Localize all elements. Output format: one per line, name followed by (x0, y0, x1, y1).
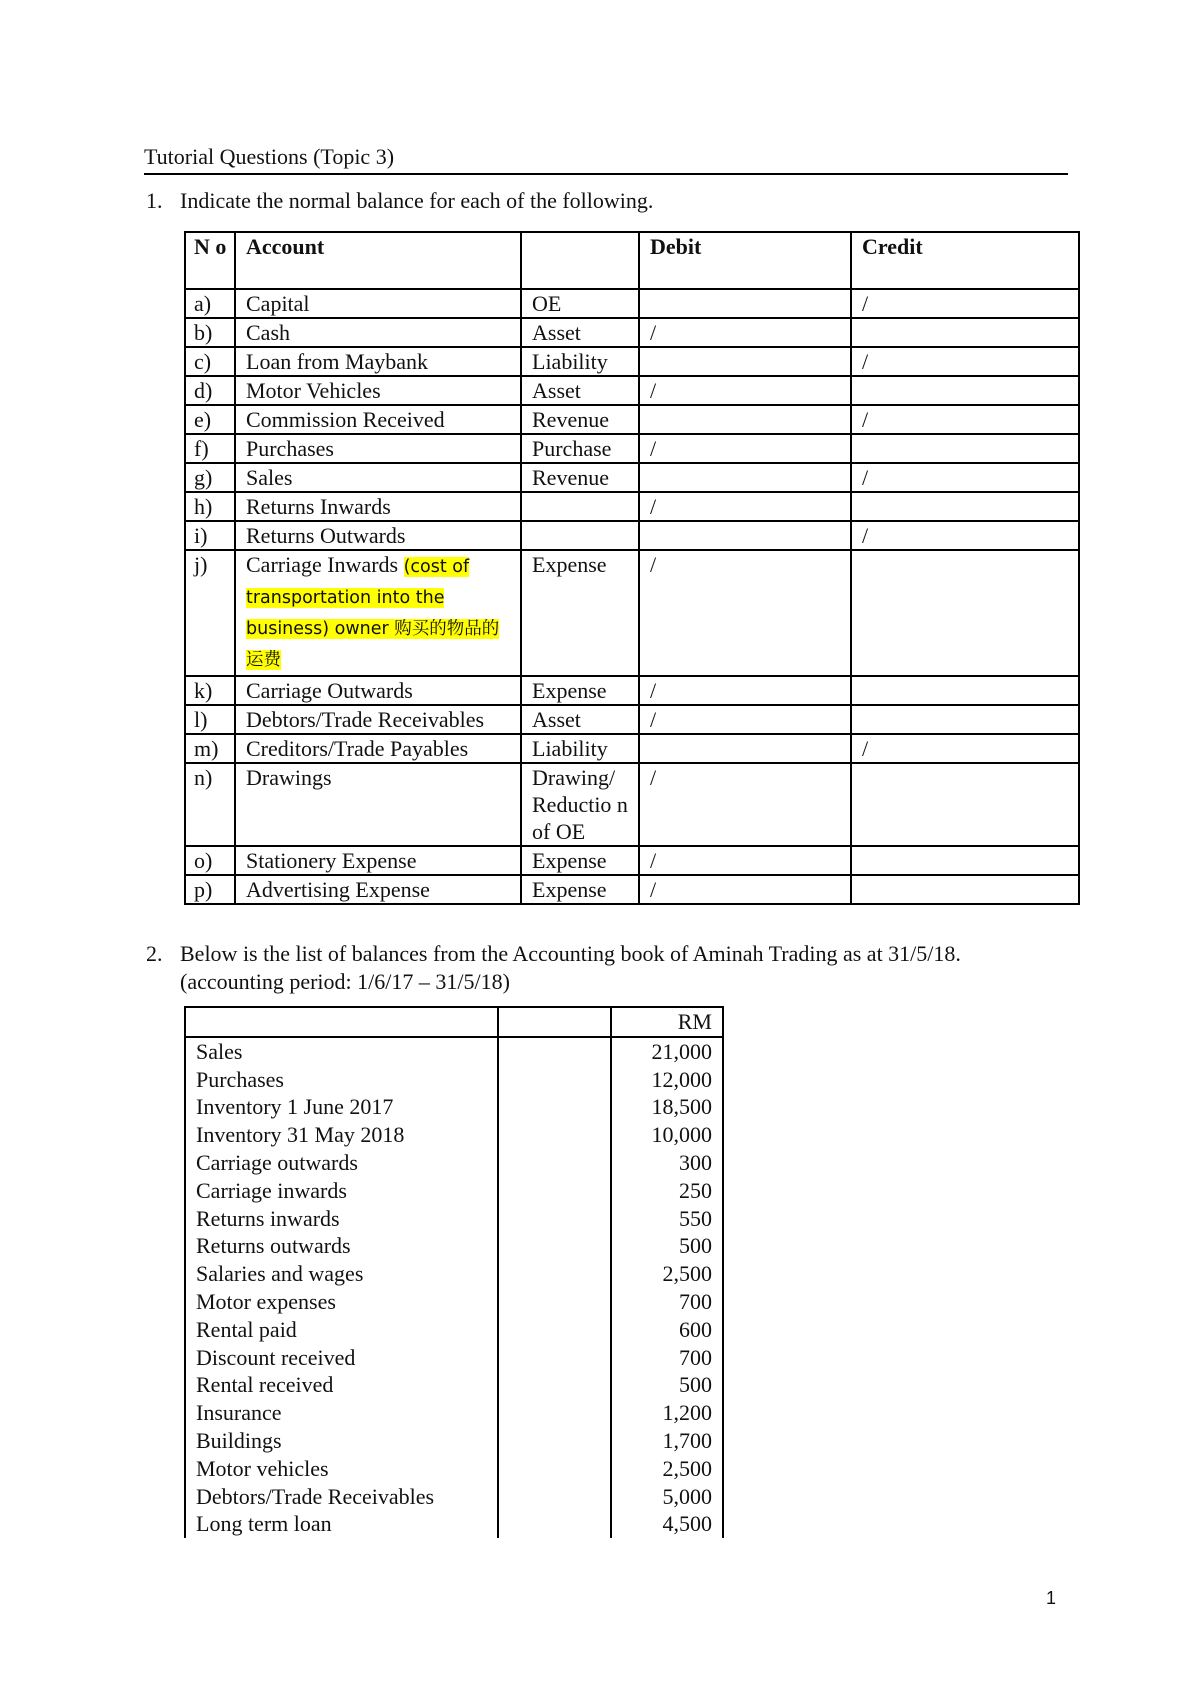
balance-blank (498, 1205, 610, 1233)
balance-blank (498, 1371, 610, 1399)
balance-blank (498, 1316, 610, 1344)
normal-balance-table-body (185, 289, 1079, 904)
row-category: Asset (521, 376, 639, 405)
balances-table-body (185, 1037, 723, 1538)
row-account-name: Capital (246, 291, 310, 316)
balance-blank (498, 1121, 610, 1149)
row-account (235, 492, 521, 521)
balance-blank (498, 1455, 610, 1483)
balance-blank (498, 1093, 610, 1121)
table-row (185, 434, 1079, 463)
balance-amount: 4,500 (611, 1510, 723, 1538)
balance-item: Long term loan (185, 1510, 498, 1538)
normal-balance-table (184, 231, 1080, 905)
table-row (185, 676, 1079, 705)
row-credit (851, 705, 1079, 734)
row-category: Revenue (521, 463, 639, 492)
row-credit (851, 434, 1079, 463)
row-no: g) (185, 463, 235, 492)
balance-row (185, 1316, 723, 1344)
row-category (521, 521, 639, 550)
row-no: m) (185, 734, 235, 763)
row-account (235, 405, 521, 434)
balance-amount: 700 (611, 1288, 723, 1316)
balance-item: Debtors/Trade Receivables (185, 1483, 498, 1511)
row-account-name: Motor Vehicles (246, 378, 381, 403)
row-category: Expense (521, 550, 639, 676)
header-no: N o (185, 232, 235, 289)
table-row (185, 550, 1079, 676)
row-account-name: Creditors/Trade Payables (246, 736, 469, 761)
row-category: Drawing/ Reductio n of OE (521, 763, 639, 846)
balance-row (185, 1121, 723, 1149)
row-credit (851, 846, 1079, 875)
balance-row (185, 1232, 723, 1260)
row-debit (639, 734, 851, 763)
row-credit (851, 676, 1079, 705)
balance-row (185, 1455, 723, 1483)
balance-amount: 500 (611, 1232, 723, 1260)
row-account-name: Commission Received (246, 407, 445, 432)
row-category (521, 492, 639, 521)
balance-amount: 500 (611, 1371, 723, 1399)
table-row (185, 875, 1079, 904)
balance-item: Motor vehicles (185, 1455, 498, 1483)
row-no: e) (185, 405, 235, 434)
table-row (185, 492, 1079, 521)
table-row (185, 318, 1079, 347)
row-debit (639, 405, 851, 434)
row-account-name: Purchases (246, 436, 334, 461)
row-account (235, 521, 521, 550)
row-debit: / (639, 763, 851, 846)
row-debit (639, 521, 851, 550)
balance-amount: 10,000 (611, 1121, 723, 1149)
row-account-name: Stationery Expense (246, 848, 417, 873)
balance-row (185, 1205, 723, 1233)
balances-table (184, 1006, 724, 1538)
row-account-name: Loan from Maybank (246, 349, 429, 374)
question-2-text: Below is the list of balances from the Accounting book of Aminah Trading as at 31/5/18. (180, 941, 961, 966)
balance-blank (498, 1427, 610, 1455)
balance-blank (498, 1149, 610, 1177)
balance-row (185, 1427, 723, 1455)
row-debit: / (639, 434, 851, 463)
row-credit: / (851, 289, 1079, 318)
balance-item: Returns inwards (185, 1205, 498, 1233)
balance-blank (498, 1037, 610, 1066)
row-debit: / (639, 676, 851, 705)
row-account (235, 289, 521, 318)
balance-blank (498, 1066, 610, 1094)
row-no: l) (185, 705, 235, 734)
row-account-name: Cash (246, 320, 290, 345)
row-account (235, 434, 521, 463)
question-2-number: 2. (146, 941, 163, 966)
balance-row (185, 1288, 723, 1316)
question-1-text: Indicate the normal balance for each of the following. (180, 188, 654, 213)
balance-item: Inventory 31 May 2018 (185, 1121, 498, 1149)
balance-amount: 600 (611, 1316, 723, 1344)
row-no: h) (185, 492, 235, 521)
row-account (235, 846, 521, 875)
balance-item: Motor expenses (185, 1288, 498, 1316)
row-no: b) (185, 318, 235, 347)
row-debit: / (639, 705, 851, 734)
row-account (235, 676, 521, 705)
table-row (185, 347, 1079, 376)
balance-blank (498, 1483, 610, 1511)
table-row (185, 846, 1079, 875)
row-account (235, 463, 521, 492)
balance-item: Purchases (185, 1066, 498, 1094)
row-category: Expense (521, 676, 639, 705)
row-debit: / (639, 846, 851, 875)
balance-item: Inventory 1 June 2017 (185, 1093, 498, 1121)
row-account-name: Carriage Inwards (246, 552, 399, 577)
balance-blank (498, 1399, 610, 1427)
balance-amount: 700 (611, 1344, 723, 1372)
balance-amount: 18,500 (611, 1093, 723, 1121)
balance-blank (498, 1510, 610, 1538)
row-category: OE (521, 289, 639, 318)
balances-header-blank (498, 1007, 610, 1037)
row-no: a) (185, 289, 235, 318)
row-debit: / (639, 376, 851, 405)
table-row (185, 376, 1079, 405)
row-category: Liability (521, 734, 639, 763)
balance-item: Sales (185, 1037, 498, 1066)
row-account (235, 705, 521, 734)
balances-header-row (185, 1007, 723, 1037)
row-no: p) (185, 875, 235, 904)
row-account (235, 376, 521, 405)
page-number: 1 (1046, 1588, 1057, 1608)
balance-blank (498, 1260, 610, 1288)
balance-item: Carriage outwards (185, 1149, 498, 1177)
balance-amount: 300 (611, 1149, 723, 1177)
row-account-name: Returns Outwards (246, 523, 406, 548)
balance-row (185, 1344, 723, 1372)
header-credit: Credit (851, 232, 1079, 289)
row-category: Liability (521, 347, 639, 376)
row-no: n) (185, 763, 235, 846)
balance-item: Carriage inwards (185, 1177, 498, 1205)
row-credit: / (851, 521, 1079, 550)
balance-row (185, 1066, 723, 1094)
row-category: Asset (521, 318, 639, 347)
balance-blank (498, 1177, 610, 1205)
question-1-number: 1. (146, 188, 163, 213)
row-account (235, 763, 521, 846)
balance-row (185, 1149, 723, 1177)
table-row (185, 289, 1079, 318)
row-account (235, 318, 521, 347)
row-category: Asset (521, 705, 639, 734)
balance-item: Buildings (185, 1427, 498, 1455)
row-debit (639, 289, 851, 318)
balance-row (185, 1483, 723, 1511)
row-no: f) (185, 434, 235, 463)
row-debit: / (639, 492, 851, 521)
balance-amount: 2,500 (611, 1455, 723, 1483)
row-no: d) (185, 376, 235, 405)
table-row (185, 405, 1079, 434)
row-no: o) (185, 846, 235, 875)
balance-amount: 21,000 (611, 1037, 723, 1066)
row-category: Revenue (521, 405, 639, 434)
balance-row (185, 1093, 723, 1121)
balance-row (185, 1510, 723, 1538)
row-category: Purchase (521, 434, 639, 463)
table-row (185, 734, 1079, 763)
row-debit: / (639, 550, 851, 676)
row-account-name: Returns Inwards (246, 494, 391, 519)
question-2-period-text: (accounting period: 1/6/17 – 31/5/18) (180, 969, 510, 994)
balance-blank (498, 1288, 610, 1316)
balance-row (185, 1399, 723, 1427)
row-no: k) (185, 676, 235, 705)
table-row (185, 521, 1079, 550)
row-account-note: (cost of transportation into the business) owner 购买的物品的运费 (246, 557, 500, 670)
balance-blank (498, 1344, 610, 1372)
balance-amount: 12,000 (611, 1066, 723, 1094)
row-credit (851, 376, 1079, 405)
header-account: Account (235, 232, 521, 289)
row-account (235, 347, 521, 376)
balance-amount: 2,500 (611, 1260, 723, 1288)
row-no: c) (185, 347, 235, 376)
row-debit: / (639, 875, 851, 904)
balance-item: Salaries and wages (185, 1260, 498, 1288)
row-credit: / (851, 405, 1079, 434)
balance-item: Rental paid (185, 1316, 498, 1344)
row-account-name: Carriage Outwards (246, 678, 413, 703)
balance-amount: 1,200 (611, 1399, 723, 1427)
balance-item: Insurance (185, 1399, 498, 1427)
row-credit: / (851, 347, 1079, 376)
row-credit (851, 492, 1079, 521)
row-credit (851, 550, 1079, 676)
row-credit: / (851, 463, 1079, 492)
balance-blank (498, 1232, 610, 1260)
balance-item: Discount received (185, 1344, 498, 1372)
balance-amount: 550 (611, 1205, 723, 1233)
row-no: i) (185, 521, 235, 550)
balance-item: Returns outwards (185, 1232, 498, 1260)
balance-amount: 1,700 (611, 1427, 723, 1455)
row-no: j) (185, 550, 235, 676)
row-category: Expense (521, 846, 639, 875)
header-category (521, 232, 639, 289)
row-account (235, 734, 521, 763)
balance-row (185, 1260, 723, 1288)
table-row (185, 705, 1079, 734)
row-account-name: Drawings (246, 765, 332, 790)
balances-header-currency: RM (611, 1007, 723, 1037)
table-header-row (185, 232, 1079, 289)
table-row (185, 763, 1079, 846)
header-debit: Debit (639, 232, 851, 289)
balances-header-item (185, 1007, 498, 1037)
balance-amount: 250 (611, 1177, 723, 1205)
balance-item: Rental received (185, 1371, 498, 1399)
row-credit (851, 763, 1079, 846)
row-account-name: Sales (246, 465, 293, 490)
row-category: Expense (521, 875, 639, 904)
document-title: Tutorial Questions (Topic 3) (144, 143, 1068, 175)
balance-amount: 5,000 (611, 1483, 723, 1511)
row-credit (851, 318, 1079, 347)
row-account-name: Advertising Expense (246, 877, 430, 902)
balance-row (185, 1037, 723, 1066)
row-credit: / (851, 734, 1079, 763)
row-debit: / (639, 318, 851, 347)
balance-row (185, 1177, 723, 1205)
row-account-name: Debtors/Trade Receivables (246, 707, 485, 732)
row-debit (639, 347, 851, 376)
row-account (235, 875, 521, 904)
row-credit (851, 875, 1079, 904)
balance-row (185, 1371, 723, 1399)
row-debit (639, 463, 851, 492)
row-account (235, 550, 521, 676)
table-row (185, 463, 1079, 492)
